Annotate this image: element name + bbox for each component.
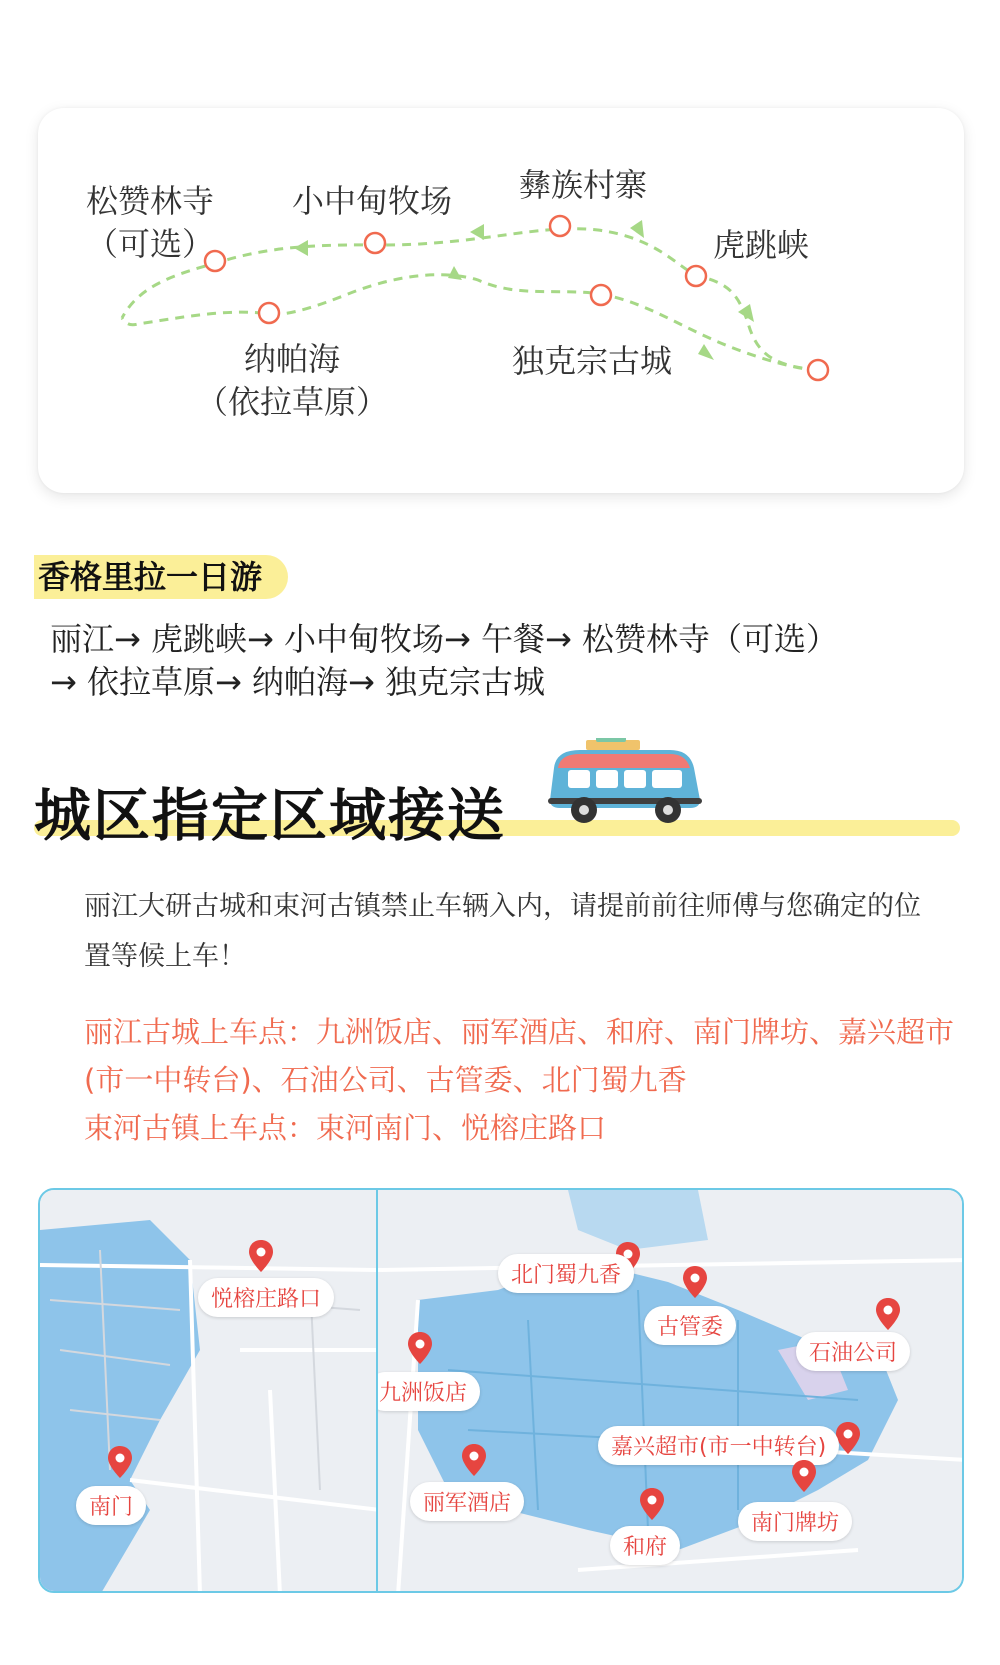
pin-nanmenpaifang-icon — [792, 1460, 816, 1492]
label-nanmen: 南门 — [76, 1486, 146, 1525]
place-name: 纳帕海 — [244, 340, 341, 378]
label-jiaxing: 嘉兴超市(市一中转台) — [598, 1426, 839, 1465]
pin-hefu-icon — [640, 1488, 664, 1520]
itinerary-line: 丽江→ 虎跳峡→ 小中甸牧场→ 午餐→ 松赞林寺（可选） — [50, 620, 838, 658]
label-guguanwei: 古管委 — [644, 1306, 736, 1345]
pickup-points — [84, 1008, 954, 1152]
map-shuhe — [38, 1188, 378, 1593]
stop-dukezong — [591, 285, 611, 305]
stop-xiaozhongdian — [365, 233, 385, 253]
pin-nanmen-icon — [108, 1446, 132, 1478]
pin-lijun-icon — [462, 1444, 486, 1476]
stop-napahai — [259, 303, 279, 323]
bus-icon — [540, 738, 710, 828]
pin-shiyou-icon — [876, 1298, 900, 1330]
place-xiaozhongdian: 小中甸牧场 — [292, 182, 453, 220]
stop-hutiaoxia — [686, 266, 706, 286]
stop-yizu — [550, 216, 570, 236]
pin-jiaxing-icon — [836, 1422, 860, 1454]
label-lijun: 丽军酒店 — [410, 1482, 524, 1521]
label-hefu: 和府 — [610, 1526, 680, 1565]
place-note: （可选） — [86, 225, 215, 264]
pin-guguanwei-icon — [683, 1266, 707, 1298]
place-napahai — [196, 338, 388, 424]
label-nanmenpaifang: 南门牌坊 — [738, 1502, 852, 1541]
itinerary — [50, 618, 838, 704]
label-jiuzhou: 九洲饭店 — [376, 1372, 480, 1411]
place-dukezong: 独克宗古城 — [512, 342, 673, 380]
label-yuerong: 悦榕庄路口 — [198, 1278, 334, 1317]
place-note: （依拉草原） — [196, 383, 389, 422]
map-shuhe-graphic — [40, 1190, 378, 1593]
tour-tag: 香格里拉一日游 — [34, 555, 288, 599]
map-old-town — [376, 1188, 964, 1593]
notice-text: 丽江大研古城和束河古镇禁止车辆入内，请提前前往师傅与您确定的位置等候上车！ — [84, 891, 921, 972]
place-name: 松赞林寺 — [86, 182, 215, 220]
stop-start — [808, 360, 828, 380]
pin-jiuzhou-icon — [408, 1332, 432, 1364]
itinerary-line: → 依拉草原→ 纳帕海→ 独克宗古城 — [50, 663, 545, 701]
section-title: 城区指定区域接送 — [34, 783, 506, 849]
place-hutiaoxia: 虎跳峡 — [713, 226, 810, 264]
place-yizu: 彝族村寨 — [519, 166, 648, 204]
route-map-card — [38, 108, 964, 493]
route-path-graphic — [38, 108, 964, 493]
pin-yuerong-icon — [249, 1240, 273, 1272]
pickup-line-shuhe: 束河古镇上车点：束河南门、悦榕庄路口 — [84, 1111, 607, 1145]
label-beimen: 北门蜀九香 — [498, 1254, 634, 1293]
pickup-line-old-town: 丽江古城上车点：九洲饭店、丽军酒店、和府、南门牌坊、嘉兴超市(市一中转台)、石油公司、古管委、北门蜀九香 — [84, 1015, 955, 1097]
place-songzanlin — [86, 180, 214, 266]
label-shiyou: 石油公司 — [796, 1332, 910, 1371]
